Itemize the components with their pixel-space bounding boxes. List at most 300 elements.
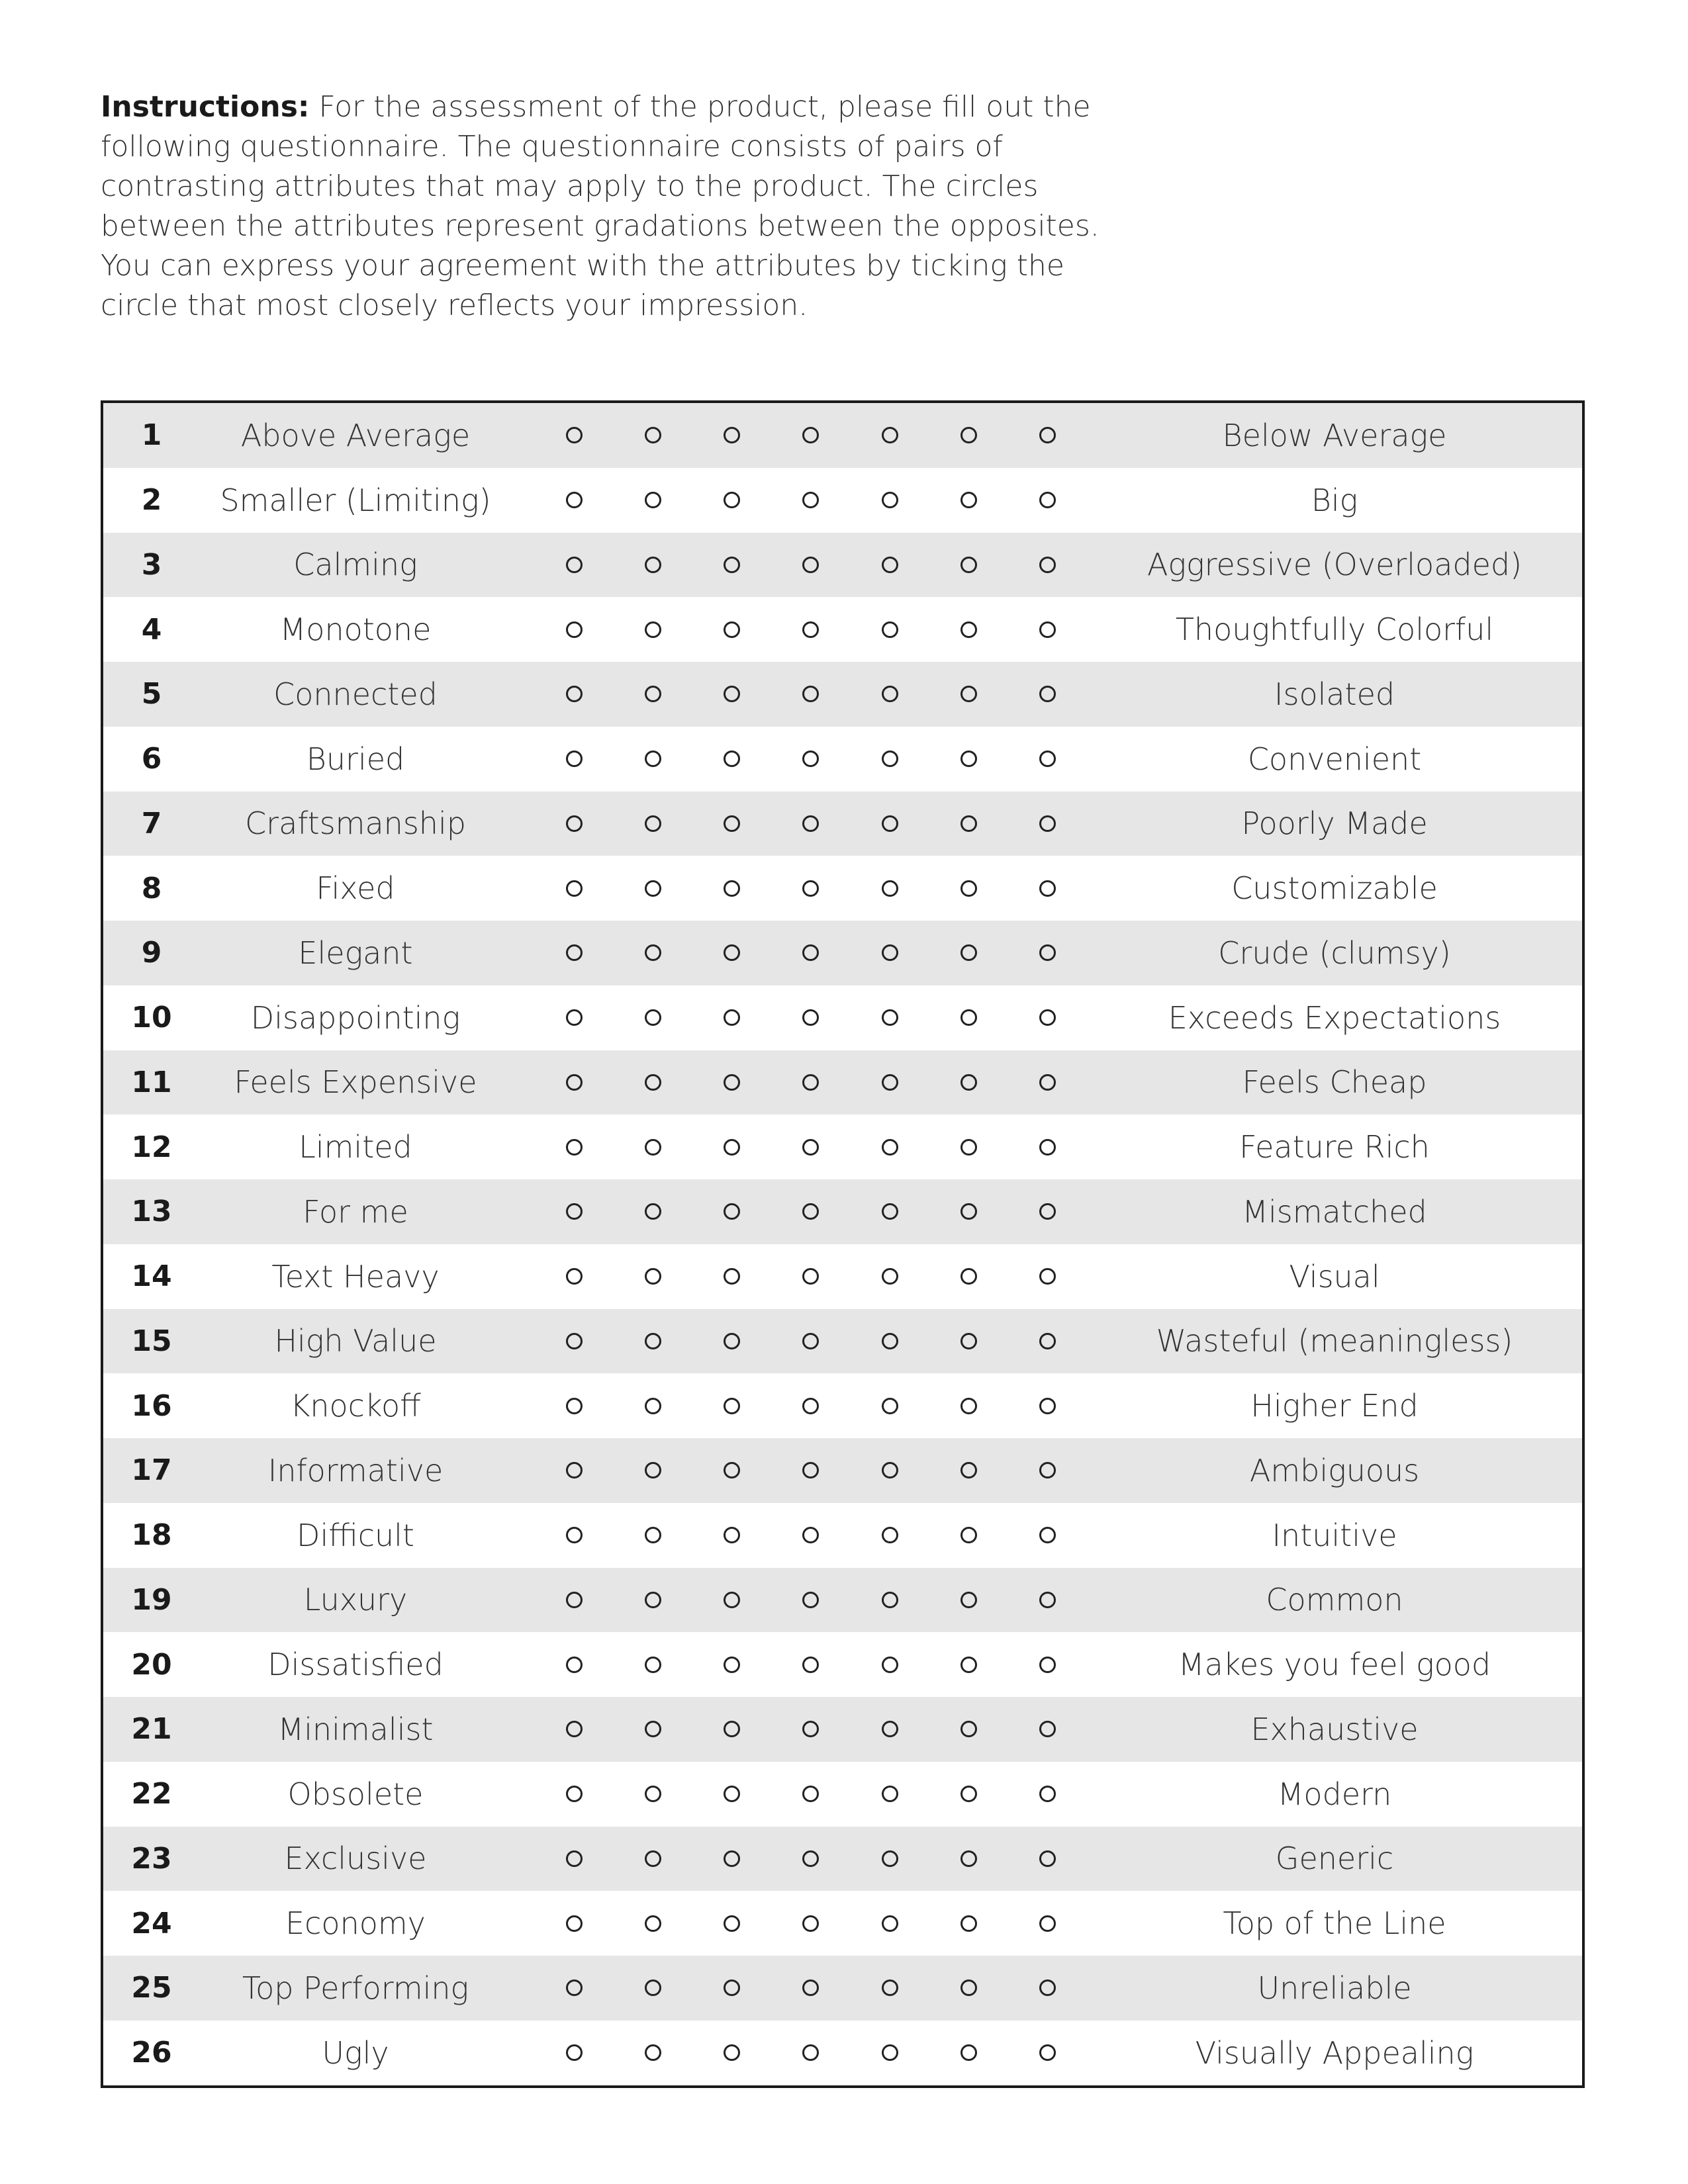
rating-circle-6[interactable] — [929, 1592, 1008, 1608]
circle-icon — [882, 880, 898, 897]
rating-circle-4[interactable] — [771, 1915, 850, 1932]
rating-circle-3[interactable] — [692, 1850, 771, 1867]
rating-circle-6[interactable] — [929, 686, 1008, 702]
circle-icon — [882, 1721, 898, 1737]
rating-circle-3[interactable] — [692, 492, 771, 508]
rating-circle-6[interactable] — [929, 880, 1008, 897]
item-number: 26 — [131, 2036, 172, 2070]
rating-circle-5[interactable] — [851, 1268, 929, 1285]
rating-circle-5[interactable] — [851, 1915, 929, 1932]
right-attribute: Below Average — [1222, 417, 1447, 453]
rating-circle-6[interactable] — [929, 815, 1008, 832]
rating-circle-5[interactable] — [851, 1657, 929, 1673]
rating-scale — [511, 1462, 1087, 1479]
rating-circle-4[interactable] — [771, 1527, 850, 1543]
circle-icon — [566, 557, 583, 573]
circle-icon — [1039, 815, 1056, 832]
item-number: 12 — [131, 1130, 172, 1164]
rating-circle-4[interactable] — [771, 815, 850, 832]
rating-circle-6[interactable] — [929, 1462, 1008, 1479]
survey-row — [103, 856, 1582, 921]
rating-circle-2[interactable] — [614, 944, 692, 961]
circle-icon — [961, 492, 977, 508]
circle-icon — [802, 880, 819, 897]
circle-icon — [961, 1592, 977, 1608]
circle-icon — [566, 1786, 583, 1802]
rating-circle-4[interactable] — [771, 1850, 850, 1867]
rating-circle-7[interactable] — [1008, 621, 1087, 638]
rating-circle-7[interactable] — [1008, 1203, 1087, 1220]
rating-circle-6[interactable] — [929, 1721, 1008, 1737]
circle-icon — [802, 1398, 819, 1414]
circle-icon — [802, 686, 819, 702]
circle-icon — [802, 1592, 819, 1608]
rating-circle-6[interactable] — [929, 1203, 1008, 1220]
circle-icon — [802, 1333, 819, 1349]
circle-icon — [961, 1268, 977, 1285]
rating-circle-1[interactable] — [535, 1203, 614, 1220]
rating-circle-2[interactable] — [614, 1203, 692, 1220]
circle-icon — [1039, 1268, 1056, 1285]
rating-circle-1[interactable] — [535, 557, 614, 573]
right-attribute: Aggressive (Overloaded) — [1147, 547, 1523, 583]
rating-circle-1[interactable] — [535, 1527, 614, 1543]
rating-circle-6[interactable] — [929, 2044, 1008, 2061]
rating-circle-4[interactable] — [771, 1203, 850, 1220]
rating-circle-1[interactable] — [535, 1009, 614, 1026]
circle-icon — [1039, 1786, 1056, 1802]
rating-circle-5[interactable] — [851, 2044, 929, 2061]
rating-circle-4[interactable] — [771, 492, 850, 508]
circle-icon — [882, 1527, 898, 1543]
item-number: 16 — [131, 1388, 172, 1423]
circle-icon — [645, 944, 661, 961]
rating-circle-3[interactable] — [692, 815, 771, 832]
rating-circle-5[interactable] — [851, 1074, 929, 1091]
rating-circle-7[interactable] — [1008, 1527, 1087, 1543]
rating-circle-3[interactable] — [692, 1333, 771, 1349]
rating-circle-2[interactable] — [614, 1979, 692, 1996]
circle-icon — [724, 1009, 740, 1026]
rating-circle-3[interactable] — [692, 557, 771, 573]
rating-circle-6[interactable] — [929, 1527, 1008, 1543]
rating-circle-1[interactable] — [535, 1657, 614, 1673]
rating-circle-4[interactable] — [771, 1074, 850, 1091]
rating-circle-7[interactable] — [1008, 557, 1087, 573]
circle-icon — [566, 1721, 583, 1737]
rating-circle-4[interactable] — [771, 1786, 850, 1802]
right-attribute: Generic — [1275, 1841, 1394, 1877]
rating-circle-3[interactable] — [692, 1139, 771, 1156]
circle-icon — [882, 1850, 898, 1867]
rating-circle-2[interactable] — [614, 880, 692, 897]
rating-circle-2[interactable] — [614, 1915, 692, 1932]
instructions-lead: Instructions: — [101, 90, 310, 124]
right-attribute: Unreliable — [1257, 1970, 1412, 2006]
left-attribute: Craftsmanship — [245, 805, 466, 842]
rating-circle-2[interactable] — [614, 492, 692, 508]
circle-icon — [724, 1139, 740, 1156]
rating-circle-5[interactable] — [851, 1721, 929, 1737]
circle-icon — [961, 1979, 977, 1996]
survey-row — [103, 1309, 1582, 1374]
rating-circle-3[interactable] — [692, 1268, 771, 1285]
circle-icon — [724, 1850, 740, 1867]
rating-circle-3[interactable] — [692, 2044, 771, 2061]
rating-circle-7[interactable] — [1008, 1074, 1087, 1091]
rating-circle-3[interactable] — [692, 1721, 771, 1737]
rating-circle-7[interactable] — [1008, 1009, 1087, 1026]
rating-circle-3[interactable] — [692, 1074, 771, 1091]
circle-icon — [645, 1657, 661, 1673]
rating-circle-2[interactable] — [614, 1786, 692, 1802]
rating-circle-2[interactable] — [614, 686, 692, 702]
rating-circle-5[interactable] — [851, 1979, 929, 1996]
circle-icon — [566, 880, 583, 897]
rating-circle-3[interactable] — [692, 1657, 771, 1673]
rating-circle-2[interactable] — [614, 1398, 692, 1414]
rating-circle-5[interactable] — [851, 1009, 929, 1026]
circle-icon — [645, 686, 661, 702]
rating-circle-4[interactable] — [771, 1268, 850, 1285]
circle-icon — [802, 1979, 819, 1996]
rating-circle-6[interactable] — [929, 1850, 1008, 1867]
rating-circle-7[interactable] — [1008, 492, 1087, 508]
rating-circle-4[interactable] — [771, 1398, 850, 1414]
rating-circle-7[interactable] — [1008, 427, 1087, 443]
rating-circle-2[interactable] — [614, 557, 692, 573]
circle-icon — [566, 815, 583, 832]
rating-circle-2[interactable] — [614, 815, 692, 832]
rating-circle-3[interactable] — [692, 621, 771, 638]
rating-circle-2[interactable] — [614, 621, 692, 638]
rating-circle-5[interactable] — [851, 1527, 929, 1543]
rating-circle-2[interactable] — [614, 1139, 692, 1156]
circle-icon — [961, 1657, 977, 1673]
rating-circle-3[interactable] — [692, 1786, 771, 1802]
circle-icon — [566, 1979, 583, 1996]
rating-circle-6[interactable] — [929, 1268, 1008, 1285]
circle-icon — [645, 1721, 661, 1737]
rating-circle-3[interactable] — [692, 1398, 771, 1414]
rating-circle-7[interactable] — [1008, 1979, 1087, 1996]
rating-circle-7[interactable] — [1008, 1721, 1087, 1737]
circle-icon — [882, 1592, 898, 1608]
rating-circle-2[interactable] — [614, 1074, 692, 1091]
rating-circle-5[interactable] — [851, 621, 929, 638]
survey-row — [103, 1568, 1582, 1633]
rating-circle-5[interactable] — [851, 492, 929, 508]
rating-circle-1[interactable] — [535, 1915, 614, 1932]
right-attribute: Exhaustive — [1250, 1711, 1419, 1747]
rating-circle-2[interactable] — [614, 1592, 692, 1608]
circle-icon — [1039, 1592, 1056, 1608]
rating-circle-4[interactable] — [771, 1657, 850, 1673]
circle-icon — [802, 427, 819, 443]
rating-circle-7[interactable] — [1008, 1592, 1087, 1608]
rating-circle-5[interactable] — [851, 1333, 929, 1349]
rating-circle-5[interactable] — [851, 880, 929, 897]
rating-circle-3[interactable] — [692, 1915, 771, 1932]
survey-row — [103, 921, 1582, 985]
rating-circle-2[interactable] — [614, 1527, 692, 1543]
circle-icon — [1039, 944, 1056, 961]
rating-circle-2[interactable] — [614, 2044, 692, 2061]
item-number: 22 — [131, 1777, 172, 1811]
rating-circle-5[interactable] — [851, 1462, 929, 1479]
rating-circle-5[interactable] — [851, 815, 929, 832]
rating-circle-7[interactable] — [1008, 1657, 1087, 1673]
circle-icon — [566, 621, 583, 638]
rating-circle-7[interactable] — [1008, 1398, 1087, 1414]
rating-circle-1[interactable] — [535, 686, 614, 702]
rating-circle-3[interactable] — [692, 1527, 771, 1543]
survey-table — [101, 400, 1585, 2088]
circle-icon — [882, 492, 898, 508]
left-attribute: Obsolete — [287, 1776, 424, 1812]
circle-icon — [961, 944, 977, 961]
right-attribute: Thoughtfully Colorful — [1175, 612, 1494, 648]
rating-circle-6[interactable] — [929, 1398, 1008, 1414]
rating-circle-1[interactable] — [535, 427, 614, 443]
circle-icon — [724, 1398, 740, 1414]
circle-icon — [961, 880, 977, 897]
rating-circle-3[interactable] — [692, 1462, 771, 1479]
rating-circle-5[interactable] — [851, 1786, 929, 1802]
left-attribute: Fixed — [316, 870, 395, 907]
rating-circle-1[interactable] — [535, 751, 614, 767]
circle-icon — [645, 1462, 661, 1479]
left-attribute: Difficult — [297, 1517, 414, 1553]
rating-circle-1[interactable] — [535, 1268, 614, 1285]
rating-circle-5[interactable] — [851, 1592, 929, 1608]
rating-scale — [511, 1850, 1087, 1867]
circle-icon — [1039, 1915, 1056, 1932]
rating-circle-2[interactable] — [614, 1009, 692, 1026]
left-attribute: Informative — [267, 1452, 444, 1488]
rating-circle-2[interactable] — [614, 751, 692, 767]
rating-circle-4[interactable] — [771, 1979, 850, 1996]
rating-circle-2[interactable] — [614, 1462, 692, 1479]
rating-circle-6[interactable] — [929, 621, 1008, 638]
rating-circle-4[interactable] — [771, 686, 850, 702]
rating-scale — [511, 1786, 1087, 1802]
rating-circle-6[interactable] — [929, 751, 1008, 767]
rating-circle-7[interactable] — [1008, 815, 1087, 832]
rating-scale — [511, 1074, 1087, 1091]
rating-circle-7[interactable] — [1008, 944, 1087, 961]
circle-icon — [724, 1592, 740, 1608]
rating-circle-6[interactable] — [929, 944, 1008, 961]
rating-circle-5[interactable] — [851, 686, 929, 702]
rating-circle-6[interactable] — [929, 1333, 1008, 1349]
right-attribute: Visually Appealing — [1195, 2034, 1474, 2071]
circle-icon — [566, 1268, 583, 1285]
rating-circle-5[interactable] — [851, 944, 929, 961]
survey-row — [103, 1115, 1582, 1179]
circle-icon — [724, 1268, 740, 1285]
rating-circle-4[interactable] — [771, 1139, 850, 1156]
rating-circle-3[interactable] — [692, 686, 771, 702]
rating-circle-1[interactable] — [535, 1721, 614, 1737]
right-attribute: Wasteful (meaningless) — [1156, 1323, 1513, 1359]
item-number: 14 — [131, 1259, 172, 1294]
circle-icon — [724, 1979, 740, 1996]
rating-circle-4[interactable] — [771, 2044, 850, 2061]
circle-icon — [961, 1786, 977, 1802]
rating-circle-1[interactable] — [535, 1979, 614, 1996]
rating-circle-6[interactable] — [929, 492, 1008, 508]
rating-circle-6[interactable] — [929, 427, 1008, 443]
rating-circle-7[interactable] — [1008, 2044, 1087, 2061]
rating-circle-6[interactable] — [929, 1074, 1008, 1091]
rating-circle-6[interactable] — [929, 1979, 1008, 1996]
rating-circle-4[interactable] — [771, 557, 850, 573]
rating-circle-6[interactable] — [929, 1786, 1008, 1802]
survey-row — [103, 1632, 1582, 1697]
circle-icon — [882, 557, 898, 573]
rating-circle-1[interactable] — [535, 1462, 614, 1479]
survey-row — [103, 403, 1582, 468]
rating-circle-4[interactable] — [771, 427, 850, 443]
rating-circle-7[interactable] — [1008, 686, 1087, 702]
circle-icon — [882, 1915, 898, 1932]
item-number: 15 — [131, 1324, 172, 1358]
rating-scale — [511, 557, 1087, 573]
circle-icon — [1039, 1139, 1056, 1156]
rating-circle-3[interactable] — [692, 880, 771, 897]
rating-circle-7[interactable] — [1008, 1333, 1087, 1349]
rating-circle-5[interactable] — [851, 557, 929, 573]
rating-circle-1[interactable] — [535, 1398, 614, 1414]
rating-circle-6[interactable] — [929, 1657, 1008, 1673]
circle-icon — [802, 557, 819, 573]
rating-circle-3[interactable] — [692, 944, 771, 961]
rating-circle-7[interactable] — [1008, 1268, 1087, 1285]
rating-circle-5[interactable] — [851, 427, 929, 443]
rating-circle-4[interactable] — [771, 1462, 850, 1479]
survey-row — [103, 1438, 1582, 1503]
circle-icon — [566, 492, 583, 508]
rating-circle-1[interactable] — [535, 815, 614, 832]
circle-icon — [882, 1979, 898, 1996]
rating-circle-1[interactable] — [535, 1074, 614, 1091]
rating-circle-4[interactable] — [771, 944, 850, 961]
item-number: 17 — [131, 1453, 172, 1488]
right-attribute: Ambiguous — [1249, 1452, 1420, 1488]
rating-circle-1[interactable] — [535, 1592, 614, 1608]
rating-circle-6[interactable] — [929, 1009, 1008, 1026]
rating-circle-2[interactable] — [614, 427, 692, 443]
rating-circle-1[interactable] — [535, 2044, 614, 2061]
rating-circle-7[interactable] — [1008, 1786, 1087, 1802]
rating-circle-4[interactable] — [771, 880, 850, 897]
rating-circle-4[interactable] — [771, 1009, 850, 1026]
rating-circle-1[interactable] — [535, 1333, 614, 1349]
rating-circle-5[interactable] — [851, 1850, 929, 1867]
rating-scale — [511, 492, 1087, 508]
rating-circle-1[interactable] — [535, 1139, 614, 1156]
circle-icon — [566, 686, 583, 702]
rating-circle-5[interactable] — [851, 1203, 929, 1220]
circle-icon — [645, 1915, 661, 1932]
rating-circle-2[interactable] — [614, 1333, 692, 1349]
right-attribute: Poorly Made — [1241, 805, 1428, 842]
left-attribute: Knockoff — [290, 1388, 421, 1424]
rating-circle-2[interactable] — [614, 1721, 692, 1737]
rating-circle-7[interactable] — [1008, 880, 1087, 897]
rating-circle-3[interactable] — [692, 427, 771, 443]
circle-icon — [1039, 751, 1056, 767]
rating-scale — [511, 1721, 1087, 1737]
survey-row — [103, 1827, 1582, 1891]
rating-circle-7[interactable] — [1008, 1850, 1087, 1867]
rating-circle-7[interactable] — [1008, 751, 1087, 767]
circle-icon — [961, 751, 977, 767]
circle-icon — [645, 1786, 661, 1802]
survey-row — [103, 1244, 1582, 1309]
circle-icon — [802, 1850, 819, 1867]
rating-circle-1[interactable] — [535, 944, 614, 961]
item-number: 6 — [141, 742, 162, 776]
left-attribute: Connected — [273, 676, 438, 712]
rating-circle-3[interactable] — [692, 1009, 771, 1026]
rating-circle-6[interactable] — [929, 557, 1008, 573]
rating-scale — [511, 1657, 1087, 1673]
left-attribute: Ugly — [322, 2034, 389, 2071]
rating-circle-1[interactable] — [535, 880, 614, 897]
circle-icon — [961, 427, 977, 443]
rating-circle-1[interactable] — [535, 492, 614, 508]
rating-circle-5[interactable] — [851, 751, 929, 767]
circle-icon — [882, 427, 898, 443]
rating-circle-4[interactable] — [771, 751, 850, 767]
rating-circle-2[interactable] — [614, 1850, 692, 1867]
rating-circle-2[interactable] — [614, 1657, 692, 1673]
rating-circle-4[interactable] — [771, 1721, 850, 1737]
rating-circle-7[interactable] — [1008, 1462, 1087, 1479]
left-attribute: Monotone — [279, 612, 432, 648]
rating-circle-6[interactable] — [929, 1139, 1008, 1156]
rating-circle-4[interactable] — [771, 621, 850, 638]
rating-circle-3[interactable] — [692, 1979, 771, 1996]
rating-circle-5[interactable] — [851, 1139, 929, 1156]
rating-circle-3[interactable] — [692, 1203, 771, 1220]
rating-circle-7[interactable] — [1008, 1139, 1087, 1156]
rating-circle-4[interactable] — [771, 1592, 850, 1608]
survey-row — [103, 1762, 1582, 1827]
rating-scale — [511, 1203, 1087, 1220]
circle-icon — [802, 751, 819, 767]
survey-row — [103, 1697, 1582, 1762]
left-attribute: Top Performing — [242, 1970, 469, 2006]
rating-circle-4[interactable] — [771, 1333, 850, 1349]
rating-circle-3[interactable] — [692, 1592, 771, 1608]
rating-circle-7[interactable] — [1008, 1915, 1087, 1932]
rating-circle-6[interactable] — [929, 1915, 1008, 1932]
right-attribute: Feels Cheap — [1242, 1064, 1427, 1101]
survey-row — [103, 1503, 1582, 1568]
rating-circle-2[interactable] — [614, 1268, 692, 1285]
left-attribute: Limited — [299, 1129, 412, 1165]
circle-icon — [882, 1009, 898, 1026]
rating-circle-1[interactable] — [535, 1850, 614, 1867]
rating-circle-1[interactable] — [535, 621, 614, 638]
circle-icon — [882, 1462, 898, 1479]
rating-circle-5[interactable] — [851, 1398, 929, 1414]
rating-circle-3[interactable] — [692, 751, 771, 767]
rating-circle-1[interactable] — [535, 1786, 614, 1802]
